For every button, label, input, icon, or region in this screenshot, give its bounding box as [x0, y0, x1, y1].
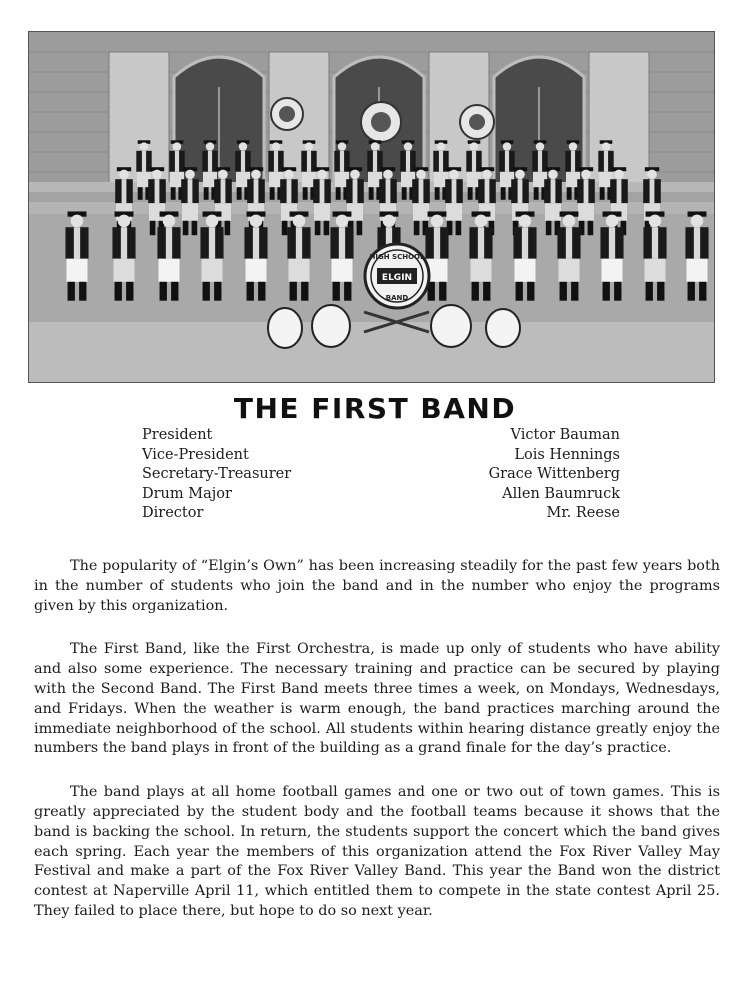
- paragraph: The popularity of “Elgin’s Own” has been increasing steadily for the past few years both in the number of students who join the band and in the number who enjoy the programs given by this organization.: [34, 558, 720, 614]
- paragraph: The First Band, like the First Orchestra, is made up only of students who have ability and also some experience. The necessary training and practice can be secured by playing with the Second Band. The First Band meets three times a week, on Mondays, Wednesdays, and Fridays. When the weather is warm enough, the band practices marching around the immediate neighborhood of the school. All students within hearing distance greatly enjoy the numbers the band plays in front of the building as a grand finale for the day’s practice.: [34, 641, 720, 757]
- band-photo: [28, 31, 715, 383]
- article-body: [34, 557, 720, 946]
- officer-role: Secretary-Treasurer: [142, 466, 292, 483]
- paragraph: The band plays at all home football games and one or two out of town games. This is greatly appreciated by the student body and the football teams because it shows that the band is backing the school. In return, the students support the concert which the band gives each spring. Each year the members of this organization attend the Fox River Valley May Festival and make a part of the Fox River Valley Band. This year the Band won the district contest at Naperville April 11, which entitled them to compete in the state contest April 25. They failed to place there, but hope to do so next year.: [34, 784, 720, 919]
- officer-row: [142, 465, 620, 485]
- officer-row: [142, 485, 620, 505]
- officers-list: [142, 426, 620, 524]
- officer-role: President: [142, 427, 213, 443]
- officer-role: Vice-President: [142, 446, 249, 463]
- officer-name: Victor Bauman: [510, 427, 620, 443]
- officer-role: Director: [142, 505, 204, 522]
- drum-label-bottom: BAND: [385, 294, 409, 302]
- officer-name: Allen Baumruck: [502, 485, 620, 502]
- page-title: THE FIRST BAND: [233, 392, 517, 425]
- drum-label-top: HIGH SCHOOL: [369, 253, 425, 261]
- officer-name: Lois Hennings: [514, 446, 620, 463]
- officer-row: [142, 504, 620, 524]
- officer-name: Mr. Reese: [546, 505, 620, 522]
- officer-role: Drum Major: [142, 485, 232, 502]
- officer-name: Grace Wittenberg: [488, 466, 620, 483]
- drum-label-center: ELGIN: [381, 273, 413, 283]
- officer-row: [142, 446, 620, 466]
- officer-row: [142, 426, 620, 446]
